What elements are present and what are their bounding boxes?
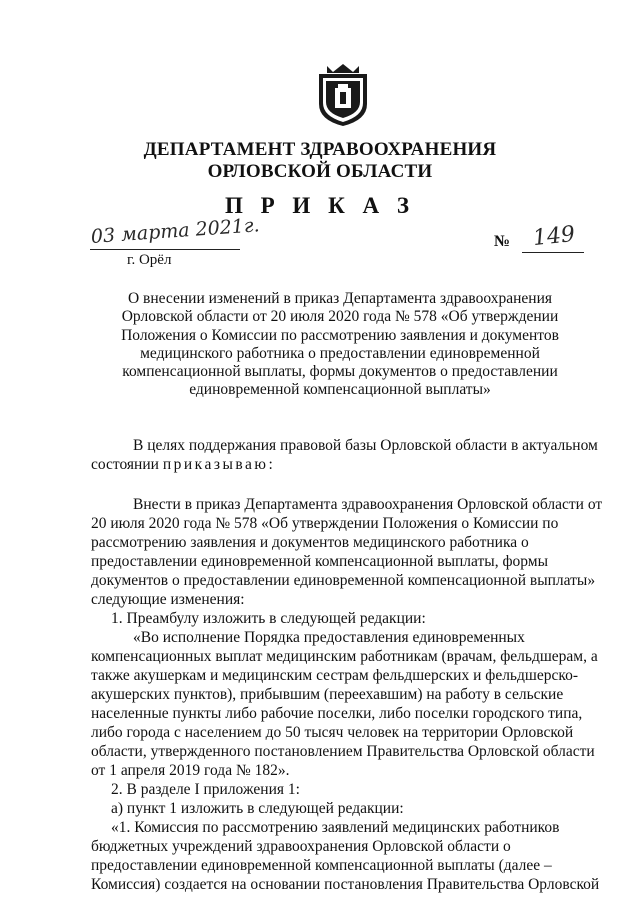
subject-line: медицинского работника о предоставлении единовременной xyxy=(140,344,540,362)
order-body xyxy=(91,436,603,894)
handwritten-order-number: 149 xyxy=(531,221,577,252)
quote-line: компенсационных выплат медицинским работникам (врачам, фельдшерам, а xyxy=(91,648,598,665)
purpose-suffix: : xyxy=(268,456,273,473)
order-verb: приказываю xyxy=(162,456,269,473)
order-subject xyxy=(120,290,560,400)
quote-line: «1. Комиссия по рассмотрению заявлений медицинских работников xyxy=(111,819,560,836)
paragraph-line: следующие изменения: xyxy=(91,591,245,608)
department-name-line2: ОРЛОВСКОЙ ОБЛАСТИ xyxy=(207,161,433,182)
list-item: а) пункт 1 изложить в следующей редакции: xyxy=(111,800,404,817)
quote-line: бюджетных учреждений здравоохранения Орловской области о xyxy=(91,838,511,855)
paragraph-line: документов о предоставлении единовременной компенсационной выплаты» xyxy=(91,572,596,589)
subject-line: Положения о Комиссии по рассмотрению заявления и документов xyxy=(121,326,559,344)
quote-line: «Во исполнение Порядка предоставления единовременных xyxy=(133,629,525,646)
number-label: № xyxy=(494,233,511,250)
quote-line: предоставлении единовременной компенсационной выплаты (далее – xyxy=(91,857,552,874)
purpose-prefix: состоянии xyxy=(91,456,163,473)
paragraph-line: 20 июля 2020 года № 578 «Об утверждении Положения о Комиссии по xyxy=(91,515,559,532)
date-underline xyxy=(90,249,240,250)
document-type-title: П Р И К А З xyxy=(224,193,415,218)
quote-line: от 1 апреля 2019 года № 182». xyxy=(91,762,290,779)
paragraph-line: предоставлении единовременной компенсационной выплаты, формы xyxy=(91,553,548,570)
city-label: г. Орёл xyxy=(127,252,172,268)
subject-line: Орловской области от 20 июля 2020 года № 578 «Об утверждении xyxy=(121,308,559,326)
quote-line: также акушеркам и медицинским сестрам фельдшерских и фельдшерско- xyxy=(91,667,578,684)
quote-line: населенные пункты либо рабочие поселки, либо поселки городского типа, xyxy=(91,705,583,722)
paragraph-line: рассмотрению заявления и документов медицинского работника о xyxy=(91,534,529,551)
number-underline xyxy=(522,252,584,253)
purpose-line: В целях поддержания правовой базы Орловской области в актуальном xyxy=(133,437,598,454)
subject-line: компенсационной выплаты, формы документов о предоставлении xyxy=(122,363,558,381)
quote-line: либо города с населением до 50 тысяч человек на территории Орловской xyxy=(91,724,574,741)
quote-line: Комиссия) создается на основании постановления Правительства Орловской xyxy=(91,876,600,893)
quote-line: акушерских пунктов), прибывшим (переехавшим) на работу в сельские xyxy=(91,686,564,703)
quote-line: области, утвержденного постановлением Правительства Орловской области xyxy=(91,743,595,760)
purpose-line xyxy=(91,455,594,474)
handwritten-date: 03 марта 2021г. xyxy=(90,214,261,248)
list-item: 1. Преамбулу изложить в следующей редакции: xyxy=(111,610,426,627)
coat-of-arms-emblem xyxy=(313,60,373,128)
subject-line: единовременной компенсационной выплаты» xyxy=(189,381,491,399)
subject-line: О внесении изменений в приказ Департамента здравоохранения xyxy=(127,290,553,307)
paragraph-line: Внести в приказ Департамента здравоохранения Орловской области от xyxy=(133,496,603,513)
department-name-line1: ДЕПАРТАМЕНТ ЗДРАВООХРАНЕНИЯ xyxy=(143,139,497,160)
list-item: 2. В разделе I приложения 1: xyxy=(111,781,300,798)
